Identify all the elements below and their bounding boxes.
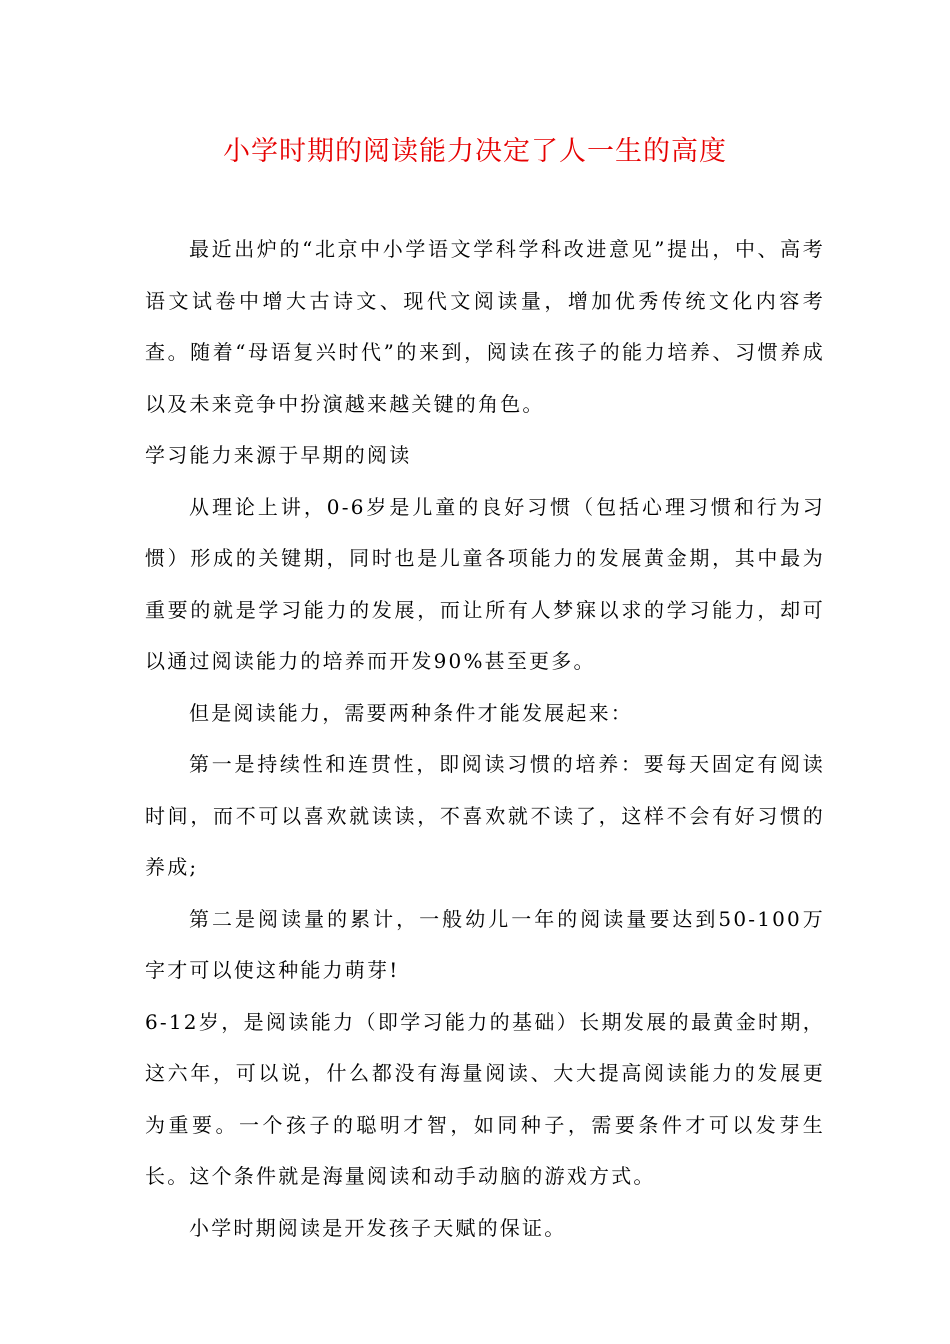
document-title: 小学时期的阅读能力决定了人一生的高度 <box>223 136 727 167</box>
paragraph-7: 小学时期阅读是开发孩子天赋的保证。 <box>189 1215 567 1240</box>
paragraph-2: 从理论上讲，0-6岁是儿童的良好习惯（包括心理习惯和行为习惯）形成的关键期，同时也是儿童各项能力的发展黄金期，其中最为重要的就是学习能力的发展，而让所有人梦寐以求的学习能力，却可以通过阅读能力的培养而开发90%甚至更多。 <box>145 494 825 673</box>
paragraph-1: 最近出炉的“北京中小学语文学科学科改进意见”提出，中、高考语文试卷中增大古诗文、现代文阅读量，增加优秀传统文化内容考查。随着“母语复兴时代”的来到，阅读在孩子的能力培养、习惯养成以及未来竞争中扮演越来越关键的角色。 <box>145 237 825 416</box>
section-heading-reading: 学习能力来源于早期的阅读 <box>145 443 412 467</box>
paragraph-5: 第二是阅读量的累计，一般幼儿一年的阅读量要达到50-100万字才可以使这种能力萌芽! <box>145 906 825 982</box>
paragraph-3: 但是阅读能力，需要两种条件才能发展起来： <box>189 700 633 725</box>
document-body <box>145 224 825 1254</box>
paragraph-6: 6-12岁，是阅读能力（即学习能力的基础）长期发展的最黄金时期，这六年，可以说，什么都没有海量阅读、大大提高阅读能力的发展更为重要。一个孩子的聪明才智，如同种子，需要条件才可以发芽生长。这个条件就是海量阅读和动手动脑的游戏方式。 <box>145 1009 825 1188</box>
paragraph-4: 第一是持续性和连贯性，即阅读习惯的培养：要每天固定有阅读时间，而不可以喜欢就读读，不喜欢就不读了，这样不会有好习惯的养成; <box>145 752 825 879</box>
